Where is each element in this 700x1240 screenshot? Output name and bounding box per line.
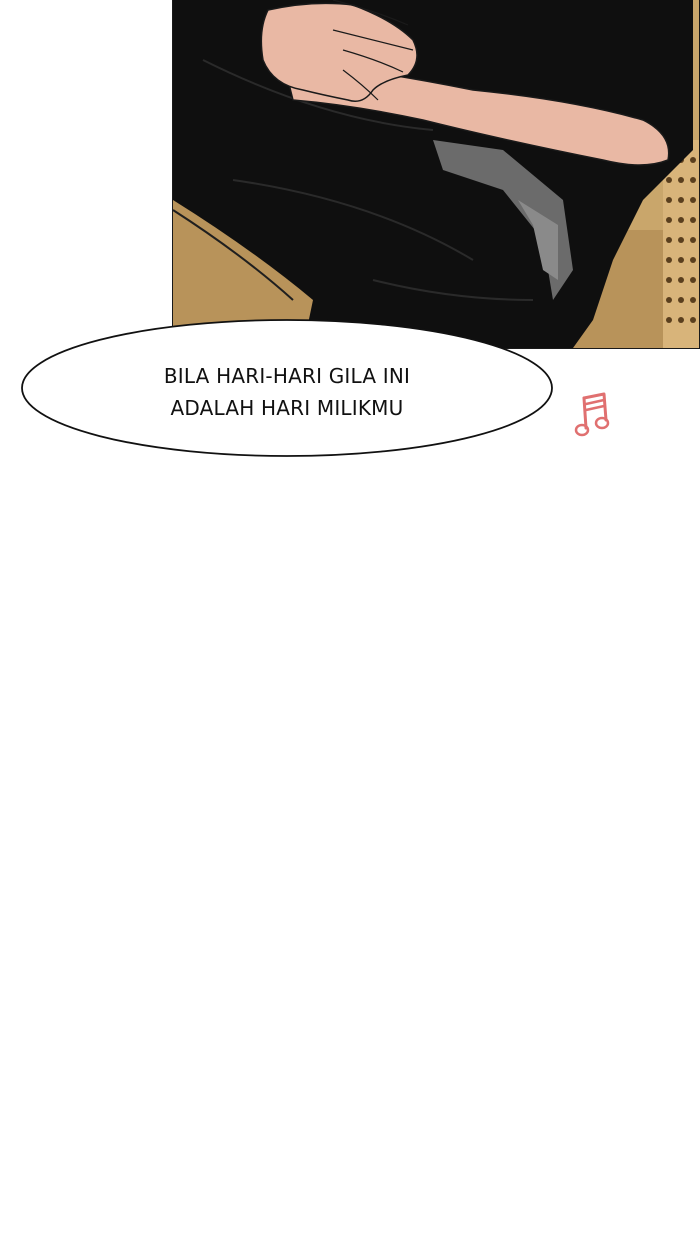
speech-line-1: BILA HARI-HARI GILA INI [163, 364, 411, 388]
panel-artwork [173, 0, 699, 348]
speech-bubble-text [20, 360, 554, 424]
speech-line-2: ADALAH HARI MILIKMU [170, 396, 404, 420]
comic-panel [172, 0, 700, 349]
music-note-icon [574, 390, 614, 442]
speech-bubble [20, 318, 554, 458]
